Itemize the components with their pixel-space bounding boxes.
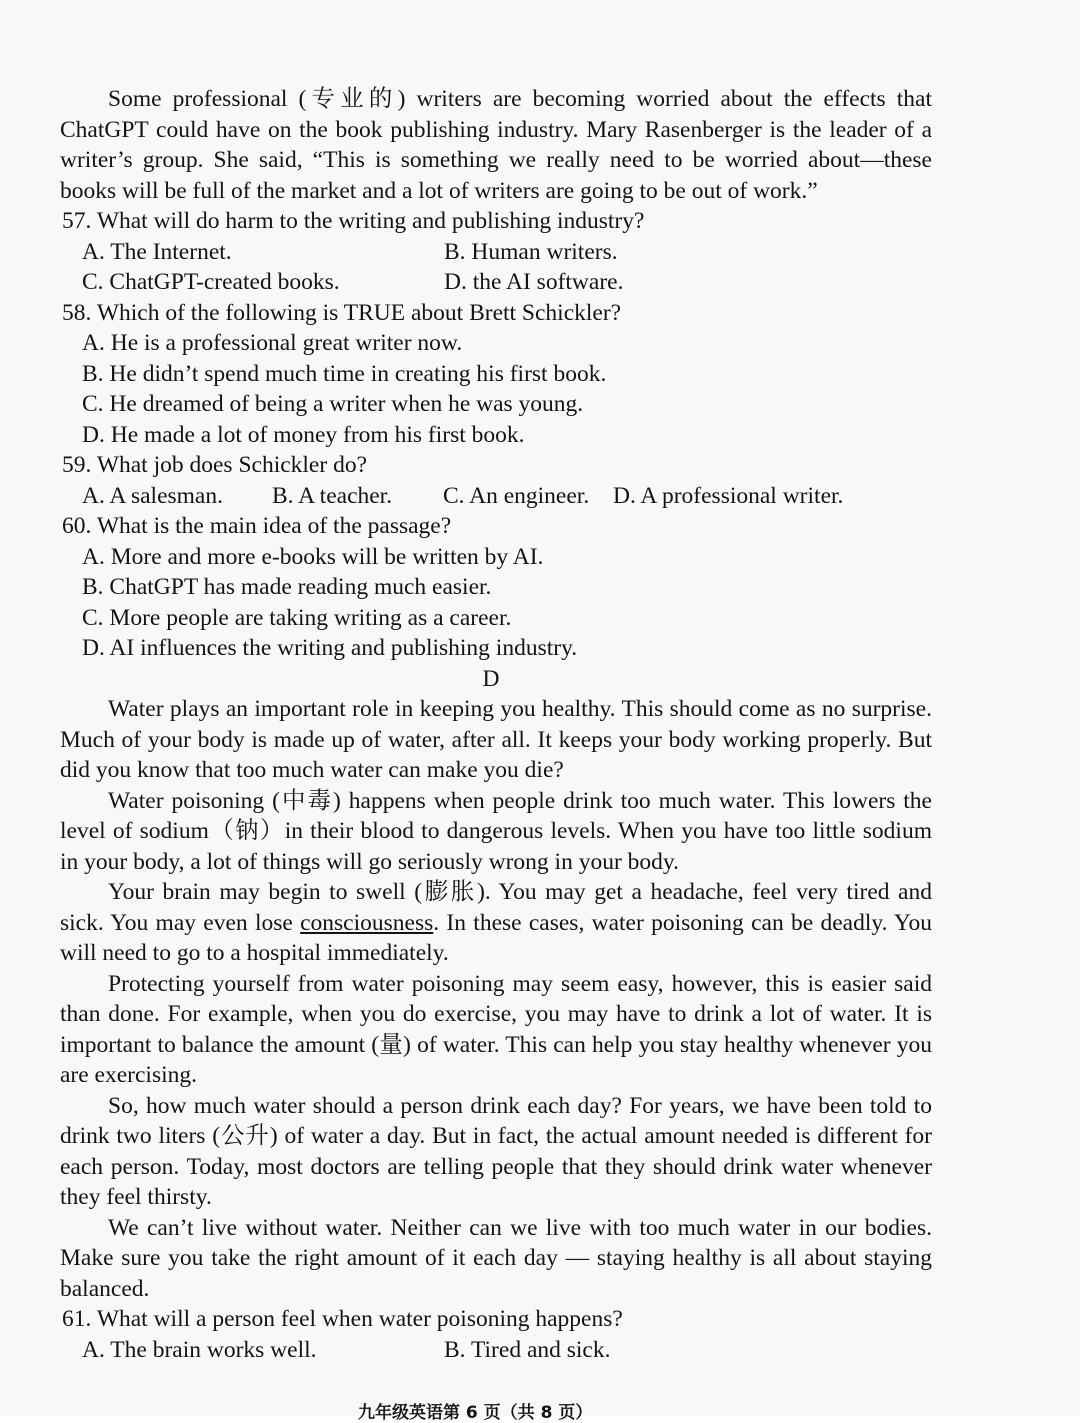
options-row bbox=[60, 1335, 932, 1366]
option-a: A. The brain works well. bbox=[82, 1336, 317, 1363]
options-row bbox=[60, 267, 932, 298]
option-b: B. Tired and sick. bbox=[444, 1336, 611, 1363]
passage-d-paragraph-6: We can’t live without water. Neither can we live with too much water in our bodies. Make sure you take the right amount of it each day — staying healthy is all about staying balanced. bbox=[60, 1214, 932, 1302]
options-row bbox=[60, 481, 932, 512]
page-footer: 九年级英语第 6 页（共 8 页） bbox=[358, 1403, 593, 1423]
option-b: B. He didn’t spend much time in creating his first book. bbox=[82, 360, 607, 387]
question-59 bbox=[60, 450, 932, 511]
option-b: B. A teacher. bbox=[272, 482, 393, 509]
passage-c-final-paragraph: Some professional (专业的) writers are becoming worried about the effects that ChatGPT could have on the book publishing industry. Mary Rasenberger is the leader of a writer’s group. She said, “This is something we really need to be worried about—these books will be full of the market and a lot of writers are going to be out of work.” bbox=[60, 86, 932, 204]
options-row bbox=[60, 237, 932, 268]
section-heading: D bbox=[482, 665, 500, 692]
question-stem: 59. What job does Schickler do? bbox=[62, 452, 367, 478]
option-d: D. A professional writer. bbox=[613, 482, 844, 509]
question-stem: 58. Which of the following is TRUE about Brett Schickler? bbox=[62, 299, 622, 326]
question-stem: 61. What will a person feel when water poisoning happens? bbox=[62, 1306, 623, 1332]
passage-d-paragraph-2: Water poisoning (中毒) happens when people drink too much water. This lowers the level of sodium（钠）in their blood to dangerous levels. When you have too little sodium in your body, a lot of things will go seriously wrong in your body. bbox=[60, 787, 932, 875]
question-stem: 60. What is the main idea of the passage? bbox=[62, 513, 452, 539]
passage-d-paragraph-3 bbox=[60, 877, 932, 969]
passage-d-paragraph-5: So, how much water should a person drink each day? For years, we have been told to drink two liters (公升) of water a day. But in fact, the actual amount needed is different for each person. Today, most doctors are telling people that they should drink water whenever they feel thirsty. bbox=[60, 1092, 932, 1210]
option-d: D. the AI software. bbox=[444, 269, 624, 295]
option-a: A. A salesman. bbox=[82, 482, 223, 509]
option-a: A. More and more e-books will be written by AI. bbox=[82, 543, 544, 570]
option-a: A. The Internet. bbox=[82, 238, 232, 265]
option-b: B. Human writers. bbox=[444, 238, 618, 265]
option-c: C. ChatGPT-created books. bbox=[82, 269, 340, 295]
passage-d-paragraph-4: Protecting yourself from water poisoning may seem easy, however, this is easier said than done. For example, when you do exercise, you may have to drink a lot of water. It is important to balance the amount (量) of water. This can help you stay healthy whenever you are exercising. bbox=[60, 970, 932, 1088]
question-58 bbox=[60, 298, 932, 451]
option-d: D. AI influences the writing and publishing industry. bbox=[82, 635, 578, 661]
question-60 bbox=[60, 511, 932, 664]
option-d: D. He made a lot of money from his first book. bbox=[82, 421, 525, 448]
page-content bbox=[60, 84, 932, 1365]
underlined-word: consciousness bbox=[300, 909, 434, 936]
option-a: A. He is a professional great writer now. bbox=[82, 330, 463, 356]
option-c: C. More people are taking writing as a career. bbox=[82, 604, 512, 631]
passage-d-paragraph-1: Water plays an important role in keeping you healthy. This should come as no surprise. Much of your body is made up of water, after all. It keeps your body working properly. But did you know that too much water can make you die? bbox=[60, 696, 932, 783]
option-c: C. He dreamed of being a writer when he was young. bbox=[82, 391, 584, 417]
paragraph-text: . In these cases, water poisoning can be deadly. You will need to go to a hospital immediately. bbox=[60, 909, 932, 966]
option-b: B. ChatGPT has made reading much easier. bbox=[82, 574, 492, 600]
option-c: C. An engineer. bbox=[443, 482, 590, 509]
question-57 bbox=[60, 206, 932, 298]
question-61 bbox=[60, 1304, 932, 1365]
question-stem: 57. What will do harm to the writing and publishing industry? bbox=[62, 208, 645, 234]
passage-d bbox=[60, 694, 932, 1304]
paragraph-text: Your brain may begin to swell (膨胀). You may get a headache, feel very tired and sick. You may even lose bbox=[60, 879, 932, 936]
